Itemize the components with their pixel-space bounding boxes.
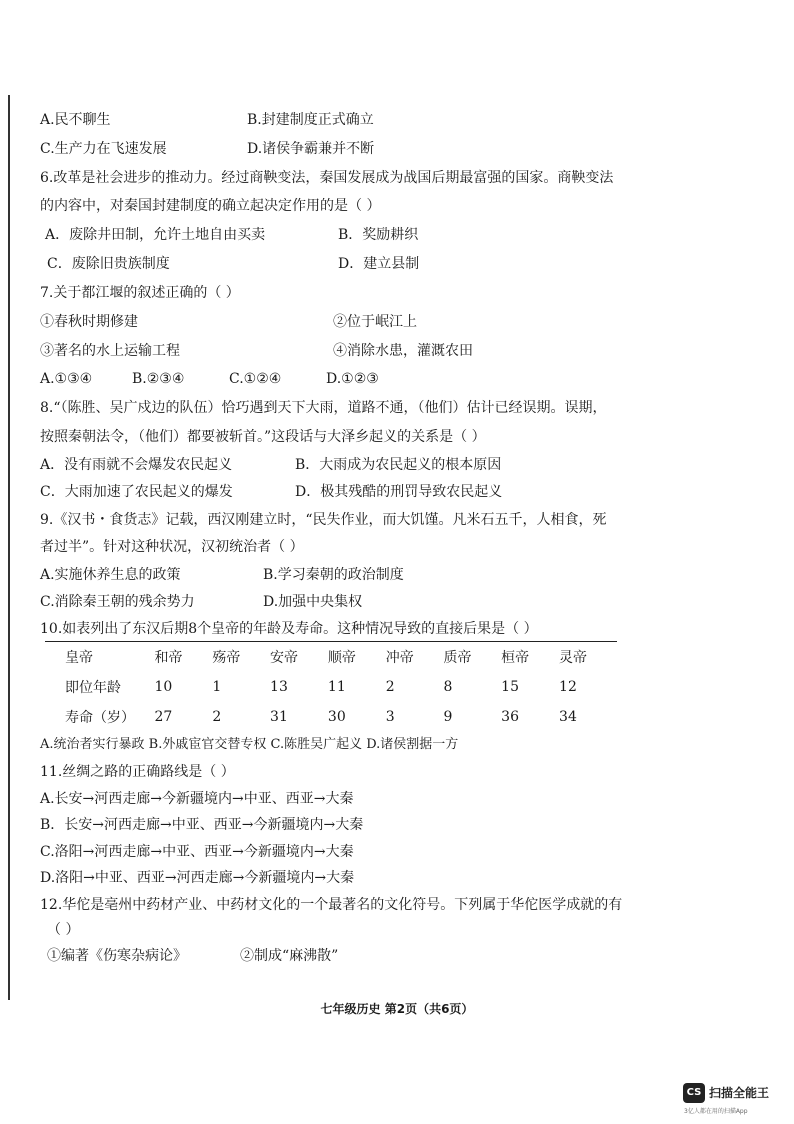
q5-option-b: B.封建制度正式确立 xyxy=(247,112,374,128)
q7-option-c: C.①②④ xyxy=(229,371,282,387)
q5-option-a: A.民不聊生 xyxy=(40,112,111,128)
q7-statement-3: ③著名的水上运输工程 xyxy=(40,343,180,359)
q12-answer-paren: （ ） xyxy=(47,922,80,938)
q10-stem: 10.如表列出了东汉后期8个皇帝的年龄及寿命。这种情况导致的直接后果是（ ） xyxy=(40,621,538,637)
q11-option-a: A.长安→河西走廊→今新疆境内→中亚、西亚→大秦 xyxy=(40,791,354,807)
watermark-tagline: 3亿人都在用的扫描App xyxy=(684,1108,748,1115)
binding-margin-line xyxy=(8,95,10,1000)
q8-option-a: A．没有雨就不会爆发农民起义 xyxy=(40,457,233,473)
watermark-app-name: 扫描全能王 xyxy=(709,1086,770,1100)
q6-stem-line2: 的内容中，对秦国封建制度的确立起决定作用的是（ ） xyxy=(40,198,381,214)
table-cell: 27 xyxy=(154,709,173,725)
q8-option-c: C．大雨加速了农民起义的爆发 xyxy=(40,484,233,500)
q7-statement-4: ④消除水患，灌溉农田 xyxy=(333,343,473,359)
emperor-age-table xyxy=(45,641,617,732)
table-cell: 和帝 xyxy=(154,650,183,666)
q9-stem-line2: 者过半”。针对这种状况，汉初统治者（ ） xyxy=(40,539,304,555)
table-cell: 殇帝 xyxy=(212,650,241,666)
table-cell: 质帝 xyxy=(443,650,472,666)
table-cell: 30 xyxy=(327,709,346,725)
scanner-watermark xyxy=(683,1082,786,1118)
table-cell: 11 xyxy=(327,679,346,695)
q6-option-a: A．废除井田制，允许土地自由买卖 xyxy=(45,227,266,243)
table-cell: 9 xyxy=(443,709,453,725)
q5-option-c: C.生产力在飞速发展 xyxy=(40,141,167,157)
table-cell: 桓帝 xyxy=(501,650,530,666)
q9-option-d: D.加强中央集权 xyxy=(263,594,363,610)
table-cell: 顺帝 xyxy=(327,650,356,666)
q12-statement-2: ②制成“麻沸散” xyxy=(240,948,339,964)
q8-stem-line2: 按照秦朝法令，（他们）都要被斩首。”这段话与大泽乡起义的关系是（ ） xyxy=(40,429,486,445)
q11-stem: 11.丝绸之路的正确路线是（ ） xyxy=(40,764,235,780)
q7-statement-1: ①春秋时期修建 xyxy=(40,314,138,330)
q5-option-d: D.诸侯争霸兼并不断 xyxy=(247,141,375,157)
q6-option-d: D．建立县制 xyxy=(338,256,420,272)
q6-option-b: B．奖励耕织 xyxy=(338,227,419,243)
row-label-lifespan: 寿命（岁） xyxy=(65,710,135,726)
table-row xyxy=(45,672,617,702)
row-label-emperor: 皇帝 xyxy=(65,650,93,666)
q7-option-d: D.①②③ xyxy=(326,371,379,387)
q6-stem-line1: 6.改革是社会进步的推动力。经过商鞅变法，秦国发展成为战国后期最富强的国家。商鞅变法 xyxy=(40,170,614,186)
q8-option-d: D．极其残酷的刑罚导致农民起义 xyxy=(295,484,503,500)
table-cell: 灵帝 xyxy=(559,650,588,666)
table-cell: 冲帝 xyxy=(385,650,414,666)
row-label-accession-age: 即位年龄 xyxy=(65,680,121,696)
table-cell: 34 xyxy=(559,709,577,725)
table-cell: 2 xyxy=(385,679,395,695)
q9-option-a: A.实施休养生息的政策 xyxy=(40,567,181,583)
table-cell: 15 xyxy=(501,679,519,695)
camscanner-logo-icon: CS xyxy=(683,1083,705,1103)
table-cell: 3 xyxy=(385,709,395,725)
table-row xyxy=(45,702,617,732)
q11-option-c: C.洛阳→河西走廊→中亚、西亚→今新疆境内→大秦 xyxy=(40,844,354,860)
q9-option-c: C.消除秦王朝的残余势力 xyxy=(40,594,195,610)
q7-stem: 7.关于都江堰的叙述正确的（ ） xyxy=(40,285,240,301)
q11-option-d: D.洛阳→中亚、西亚→河西走廊→今新疆境内→大秦 xyxy=(40,870,355,886)
table-cell: 8 xyxy=(443,679,453,695)
table-cell: 13 xyxy=(270,679,288,695)
q8-stem-line1: 8.“（陈胜、吴广戍边的队伍）恰巧遇到天下大雨，道路不通，（他们）估计已经误期。误期， xyxy=(40,400,607,416)
q10-options: A.统治者实行暴政 B.外戚宦官交替专权 C.陈胜吴广起义 D.诸侯割据一方 xyxy=(40,737,459,752)
q11-option-b: B．长安→河西走廊→中亚、西亚→今新疆境内→大秦 xyxy=(40,817,364,833)
q8-option-b: B．大雨成为农民起义的根本原因 xyxy=(295,457,502,473)
table-cell: 1 xyxy=(212,679,222,695)
table-cell: 12 xyxy=(559,679,577,695)
table-cell: 2 xyxy=(212,709,222,725)
q7-option-a: A.①③④ xyxy=(40,371,93,387)
q6-option-c: C．废除旧贵族制度 xyxy=(47,256,170,272)
table-cell: 36 xyxy=(501,709,519,725)
table-cell: 31 xyxy=(270,709,288,725)
table-cell: 安帝 xyxy=(270,650,299,666)
page-footer: 七年级历史 第2页（共6页） xyxy=(320,1002,474,1016)
q9-stem-line1: 9.《汉书・食货志》记载，西汉刚建立时，“民失作业，而大饥馑。凡米石五千，人相食，死 xyxy=(40,512,607,528)
table-row xyxy=(45,642,617,673)
table-cell: 10 xyxy=(154,679,173,695)
q9-option-b: B.学习秦朝的政治制度 xyxy=(263,567,404,583)
q12-statement-1: ①编著《伤寒杂病论》 xyxy=(47,948,187,964)
q7-statement-2: ②位于岷江上 xyxy=(333,314,417,330)
q12-stem: 12.华佗是亳州中药材产业、中药材文化的一个最著名的文化符号。下列属于华佗医学成就的有 xyxy=(40,897,623,913)
q7-option-b: B.②③④ xyxy=(132,371,185,387)
